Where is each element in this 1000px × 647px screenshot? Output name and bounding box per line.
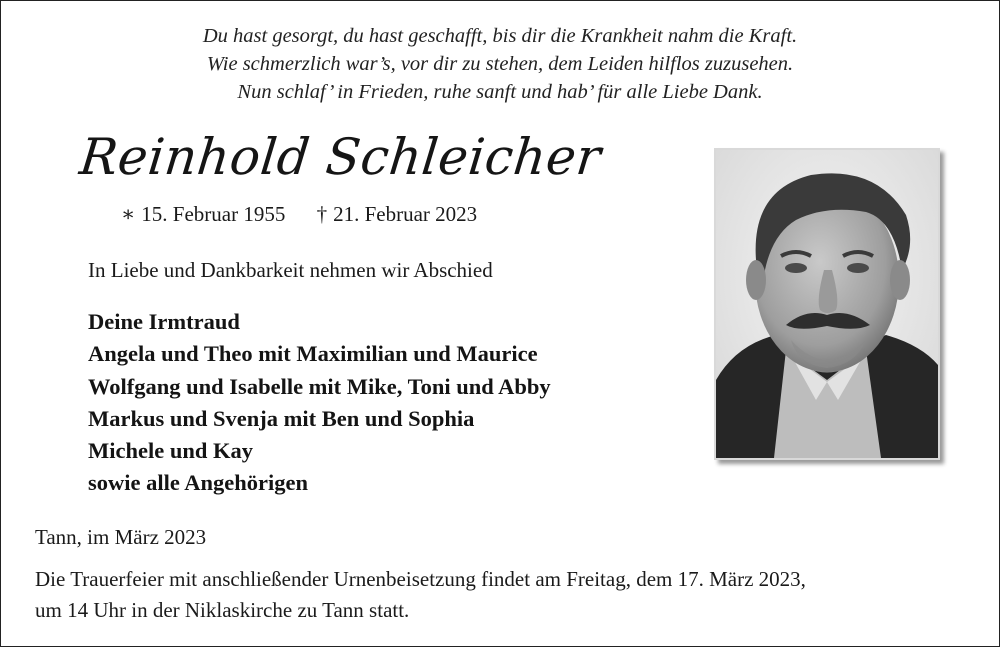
- family-line: Markus und Svenja mit Ben und Sophia: [88, 405, 475, 431]
- place-date: Tann, im März 2023: [35, 525, 207, 549]
- birth-symbol-icon: ∗: [121, 202, 136, 226]
- family-list: [88, 306, 551, 500]
- deceased-name: Reinhold Schleicher: [76, 128, 604, 186]
- death-date: 21. Februar 2023: [333, 202, 478, 226]
- cross-icon: †: [316, 202, 328, 226]
- portrait-image: [716, 150, 938, 458]
- family-line: Deine Irmtraud: [88, 309, 240, 334]
- family-line: Michele und Kay: [88, 438, 254, 464]
- life-dates: [121, 202, 477, 227]
- family-line: sowie alle Angehörigen: [88, 470, 308, 496]
- family-line: Wolfgang und Isabelle mit Mike, Toni und Abby: [88, 373, 551, 399]
- funeral-notice: [35, 564, 806, 626]
- notice-line: Die Trauerfeier mit anschließender Urnenbeisetzung findet am Freitag, dem 17. März 2023,: [35, 567, 806, 591]
- poem: [0, 22, 1000, 106]
- birth-date: 15. Februar 1955: [141, 202, 286, 226]
- poem-line: Nun schlaf’ in Frieden, ruhe sanft und hab’ für alle Liebe Dank.: [237, 81, 763, 103]
- farewell-intro: In Liebe und Dankbarkeit nehmen wir Abschied: [88, 258, 493, 282]
- portrait-photo: [714, 148, 940, 460]
- poem-line: Wie schmerzlich war’s, vor dir zu stehen, dem Leiden hilflos zuzusehen.: [206, 53, 794, 75]
- notice-line: um 14 Uhr in der Niklaskirche zu Tann statt.: [35, 598, 410, 622]
- family-line: Angela und Theo mit Maximilian und Maurice: [88, 341, 538, 367]
- poem-line: Du hast gesorgt, du hast geschafft, bis dir die Krankheit nahm die Kraft.: [202, 25, 798, 47]
